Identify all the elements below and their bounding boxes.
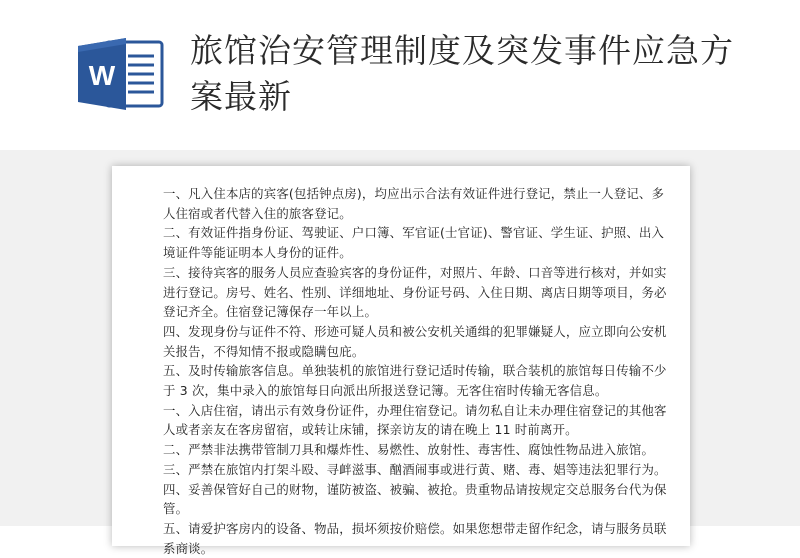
paragraph: 四、妥善保管好自己的财物，谨防被盗、被骗、被抢。贵重物品请按规定交总服务台代为保管。 bbox=[163, 481, 667, 517]
paragraph: 三、接待宾客的服务人员应查验宾客的身份证件，对照片、年龄、口音等进行核对，并如实进行登记。房号、姓名、性别、详细地址、身份证号码、入住日期、离店日期等项目，务必登记齐全。住宿登记簿保存一年以上。 bbox=[163, 264, 667, 320]
paragraph: 三、严禁在旅馆内打架斗殴、寻衅滋事、酗酒闹事或进行黄、赌、毒、娼等违法犯罪行为。 bbox=[163, 461, 667, 477]
page-title: 旅馆治安管理制度及突发事件应急方案最新 bbox=[190, 31, 734, 116]
paragraph: 二、严禁非法携带管制刀具和爆炸性、易燃性、放射性、毒害性、腐蚀性物品进入旅馆。 bbox=[163, 442, 655, 458]
paragraph: 五、请爱护客房内的设备、物品，损坏须按价赔偿。如果您想带走留作纪念，请与服务员联系商谈。 bbox=[163, 520, 667, 556]
word-icon-letter: W bbox=[88, 60, 116, 91]
paragraph: 五、及时传输旅客信息。单独装机的旅馆进行登记适时传输，联合装机的旅馆每日传输不少于 3 次，集中录入的旅馆每日向派出所报送登记簿。无客住宿时传输无客信息。 bbox=[163, 363, 667, 399]
document-body bbox=[163, 184, 668, 558]
header bbox=[0, 0, 800, 150]
word-document-icon bbox=[76, 36, 166, 112]
paragraph: 二、有效证件指身份证、驾驶证、户口簿、军官证(士官证)、警官证、学生证、护照、出入境证件等能证明本人身份的证件。 bbox=[163, 225, 665, 261]
paragraph: 一、入店住宿，请出示有效身份证件，办理住宿登记。请勿私自让未办理住宿登记的其他客人或者亲友在客房留宿，或转让床铺，探亲访友的请在晚上 11 时前离开。 bbox=[163, 402, 667, 438]
paragraph: 一、凡入住本店的宾客(包括钟点房)，均应出示合法有效证件进行登记，禁止一人登记、多人住宿或者代替入住的旅客登记。 bbox=[163, 186, 665, 221]
paragraph: 四、发现身份与证件不符、形迹可疑人员和被公安机关通缉的犯罪嫌疑人，应立即向公安机关报告，不得知情不报或隐瞒包庇。 bbox=[163, 323, 667, 359]
